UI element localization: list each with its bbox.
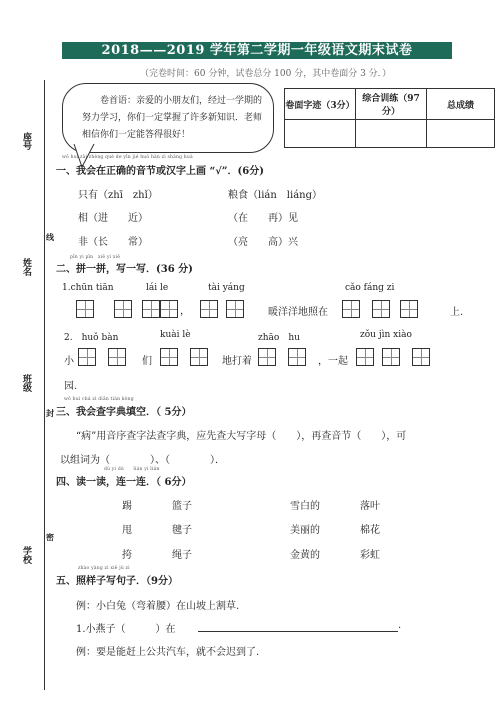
s5-pinyin: zhào yàng zi xiě jù zi xyxy=(78,566,130,571)
s2-comma: ， xyxy=(180,306,190,317)
s1-pinyin: wǒ huì zài zhèng què de yīn jié huò hàn zì shàng huà xyxy=(62,155,193,160)
s2-pinyin: pīn yi pīn xiě yi xiě xyxy=(70,255,121,260)
s4-title: 四、读一读，连一连．（ 6分） xyxy=(56,477,192,488)
s5-example-2: 例：要是能赶上公共汽车，就不会迟到了. xyxy=(76,647,260,658)
s2-py-kuaile: kuài lè xyxy=(160,330,191,340)
binding-line xyxy=(44,80,45,690)
s2-line2-end: 园. xyxy=(64,381,78,392)
s2-line2-men: 们 xyxy=(142,356,152,367)
s4-left-verb-3[interactable]: 挎 xyxy=(122,550,132,561)
score-cell-handwriting[interactable] xyxy=(285,120,356,148)
s5-title: 五、照样子写句子．（9分） xyxy=(56,576,178,587)
s4-left-noun-3[interactable]: 绳子 xyxy=(172,550,192,561)
exam-title: 2018——2019 学年第二学期一年级语文期末试卷 xyxy=(62,42,452,59)
s2-py-laile: lái le xyxy=(146,283,169,293)
s3-title: 三、我会查字典填空．（ 5分） xyxy=(56,407,192,418)
s2-py-huoban: 2. huǒ bàn xyxy=(64,333,119,343)
s2-py-taiyang: tài yáng xyxy=(208,283,245,293)
greeting-text: 卷首语：亲爱的小朋友们，经过一学期的努力学习，你们一定掌握了许多新知识．老师相信你们一定能答得很好！ xyxy=(82,96,263,140)
s2-py-zhaohu: zhāo hu xyxy=(258,333,300,343)
s4-right-noun-2[interactable]: 棉花 xyxy=(360,525,380,536)
s4-left-verb-1[interactable]: 踢 xyxy=(122,501,132,512)
s5-question-1-end: . xyxy=(398,620,402,631)
score-cell-total[interactable] xyxy=(427,120,495,148)
s2-answer-kuaile[interactable] xyxy=(160,348,208,370)
s5-question-1: 1.小燕子（ ）在 xyxy=(76,624,176,635)
s2-answer-chuntian[interactable] xyxy=(76,300,132,322)
s2-line1-end: 上. xyxy=(450,307,464,318)
s1-title: 一、我会在正确的音节或汉字上画 “√”．(6分) xyxy=(56,166,264,177)
s1-item-5[interactable]: 非（长 常） xyxy=(78,237,148,248)
seat-number-label: 座号 xyxy=(21,132,31,150)
s2-answer-zhaohu[interactable] xyxy=(258,348,306,370)
s4-left-noun-1[interactable]: 篮子 xyxy=(172,501,192,512)
s2-line2-xiao: 小 xyxy=(64,356,74,367)
s5-example-1: 例：小白兔（弯着腰）在山坡上割草. xyxy=(76,601,240,612)
s2-answer-taiyang[interactable] xyxy=(200,300,244,322)
binding-mark-mi: 密 xyxy=(46,532,54,542)
binding-mark-feng: 封 xyxy=(46,408,54,418)
s4-left-noun-2[interactable]: 毽子 xyxy=(172,525,192,536)
s2-answer-caofangzi[interactable] xyxy=(342,300,418,322)
school-label: 学校 xyxy=(21,546,31,564)
s2-py-zoujinxiao: zǒu jìn xiào xyxy=(360,330,412,340)
name-label: 姓名 xyxy=(21,258,31,276)
s4-right-noun-3[interactable]: 彩虹 xyxy=(360,550,380,561)
s4-right-adj-3[interactable]: 金黄的 xyxy=(290,550,320,561)
s3-line-1[interactable]: “病”用音序查字法查字典，应先查大写字母（ ），再查音节（ ），可 xyxy=(76,431,407,442)
score-header-training: 综合训练（97分） xyxy=(356,89,427,120)
s2-answer-zoujinxiao[interactable] xyxy=(356,348,430,370)
s2-py-chuntian: 1.chūn tiān xyxy=(62,283,114,293)
s2-py-caofangzi: cǎo fáng zi xyxy=(345,283,395,293)
s4-pinyin: dú yi dú lián yi lián xyxy=(104,467,160,472)
s1-item-3[interactable]: 相（进 近） xyxy=(78,213,148,224)
s1-item-6[interactable]: （亮 高）兴 xyxy=(228,237,298,248)
s2-title: 二、拼一拼，写一写．(36 分) xyxy=(56,264,193,275)
s2-answer-huoban[interactable] xyxy=(78,348,126,370)
s3-line-2[interactable]: 以组词为（ ）、（ ）． xyxy=(60,455,225,466)
s1-item-2[interactable]: 粮食（lián liáng） xyxy=(228,190,322,201)
score-table xyxy=(284,88,495,148)
s2-answer-laile[interactable] xyxy=(142,300,178,322)
s1-item-4[interactable]: （在 再）见 xyxy=(228,213,298,224)
s2-line1-text: 暖洋洋地照在 xyxy=(268,307,328,318)
s1-item-1[interactable]: 只有（zhī zhǐ） xyxy=(78,190,158,201)
score-header-handwriting: 卷面字迹（3分） xyxy=(285,89,356,120)
exam-subtitle: （完卷时间：60 分钟，试卷总分 100 分，其中卷面分 3 分．） xyxy=(140,69,392,79)
s4-right-adj-1[interactable]: 雪白的 xyxy=(290,501,320,512)
s4-left-verb-2[interactable]: 甩 xyxy=(122,525,132,536)
s4-right-adj-2[interactable]: 美丽的 xyxy=(290,525,320,536)
score-cell-training[interactable] xyxy=(356,120,427,148)
binding-mark-xian: 线 xyxy=(46,232,54,242)
score-header-total: 总成绩 xyxy=(427,89,495,120)
class-label: 班级 xyxy=(21,374,31,392)
s5-answer-line-1[interactable] xyxy=(198,631,398,632)
s4-right-noun-1[interactable]: 落叶 xyxy=(360,501,380,512)
s2-line2-yiqi: ，一起 xyxy=(318,356,348,367)
s2-line2-dida: 地打着 xyxy=(222,356,252,367)
s3-pinyin: wǒ huì chá zì diǎn tián kòng xyxy=(64,397,134,402)
